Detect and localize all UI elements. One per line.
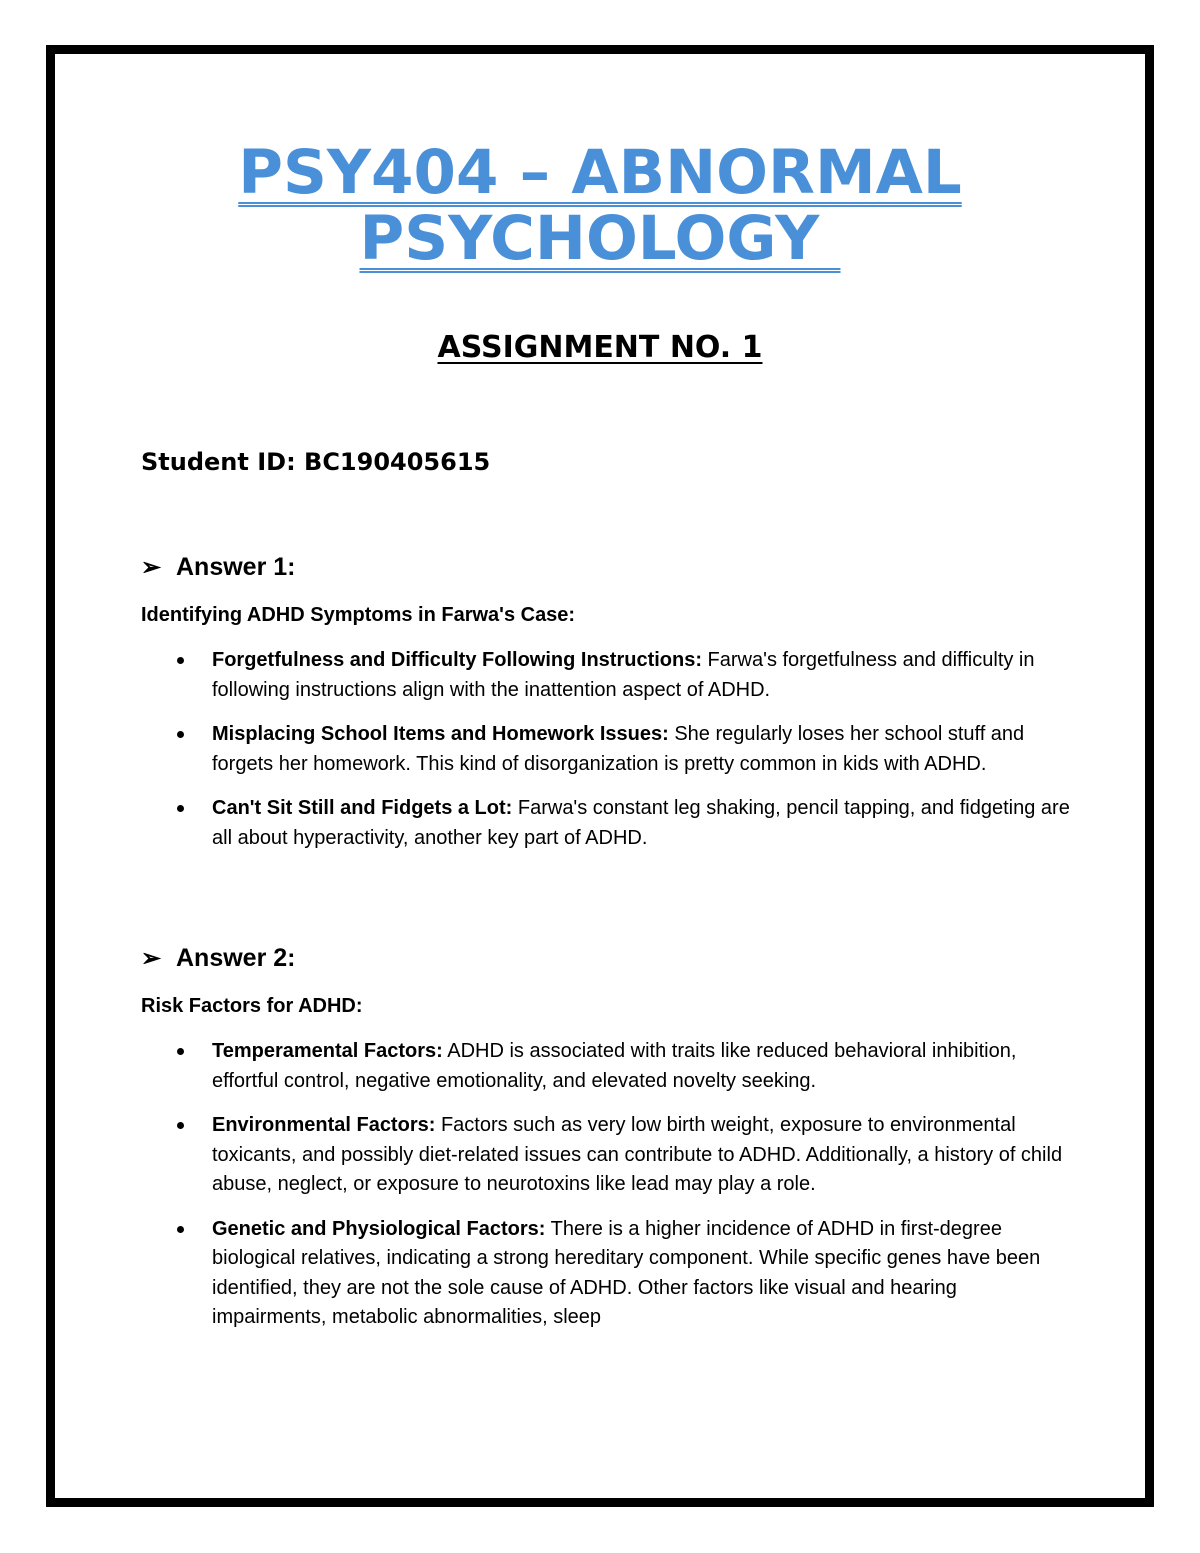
item-label: Can't Sit Still and Fidgets a Lot: xyxy=(212,797,513,819)
item-text: Factors such as very low birth weight, exposure to environmental toxicants, and possibly diet-related issues can contribute to ADHD. Additionally, a history of child abuse, neglect, or exposure to neurotoxins like lead may play a role. xyxy=(212,1114,1063,1195)
answer-1-label: Answer 1: xyxy=(176,553,296,581)
item-label: Temperamental Factors: xyxy=(212,1040,443,1062)
answer-1-list xyxy=(141,646,1071,868)
document-title xyxy=(0,137,1200,274)
list-item xyxy=(141,1111,1071,1200)
list-item xyxy=(141,720,1071,779)
student-id: Student ID: BC190405615 xyxy=(141,448,491,476)
answer-2-label: Answer 2: xyxy=(176,944,296,972)
item-text: There is a higher incidence of ADHD in first-degree biological relatives, indicating a strong hereditary component. While specific genes have been identified, they are not the sole cause of ADHD. Other factors like visual and hearing impairments, metabolic abnormalities, sleep xyxy=(212,1217,1041,1328)
list-item xyxy=(141,646,1071,705)
bullet-dot-icon xyxy=(177,1048,184,1055)
assignment-heading xyxy=(0,328,1200,368)
item-label: Environmental Factors: xyxy=(212,1114,436,1136)
answer-1-subheading: Identifying ADHD Symptoms in Farwa's Case: xyxy=(141,604,576,626)
arrow-bullet-icon: ➢ xyxy=(141,945,162,972)
answer-2-list xyxy=(141,1037,1071,1348)
arrow-bullet-icon: ➢ xyxy=(141,554,162,581)
assignment-label: ASSIGNMENT NO. 1 xyxy=(437,330,763,365)
answer-2-subheading: Risk Factors for ADHD: xyxy=(141,995,363,1017)
bullet-dot-icon xyxy=(177,805,184,812)
item-label: Forgetfulness and Difficulty Following Instructions: xyxy=(212,649,702,671)
bullet-dot-icon xyxy=(177,657,184,664)
bullet-dot-icon xyxy=(177,1122,184,1129)
item-text: Farwa's constant leg shaking, pencil tapping, and fidgeting are all about hyperactivity, another key part of ADHD. xyxy=(212,797,1070,849)
list-item xyxy=(141,1037,1071,1096)
list-item xyxy=(141,1215,1071,1333)
list-item xyxy=(141,794,1071,853)
title-line-1: PSY404 – ABNORMAL xyxy=(238,137,962,208)
item-text: She regularly loses her school stuff and forgets her homework. This kind of disorganization is pretty common in kids with ADHD. xyxy=(212,723,1025,775)
item-label: Genetic and Physiological Factors: xyxy=(212,1217,546,1240)
item-text: ADHD is associated with traits like reduced behavioral inhibition, effortful control, negative emotionality, and elevated novelty seeking. xyxy=(212,1040,1017,1092)
answer-2-heading xyxy=(141,942,295,975)
item-label: Misplacing School Items and Homework Issues: xyxy=(212,723,669,745)
item-text: Farwa's forgetfulness and difficulty in following instructions align with the inattention aspect of ADHD. xyxy=(212,649,1035,701)
title-line-2: PSYCHOLOGY xyxy=(359,203,841,274)
bullet-dot-icon xyxy=(177,731,184,738)
answer-1-heading xyxy=(141,551,295,584)
bullet-dot-icon xyxy=(177,1226,184,1233)
